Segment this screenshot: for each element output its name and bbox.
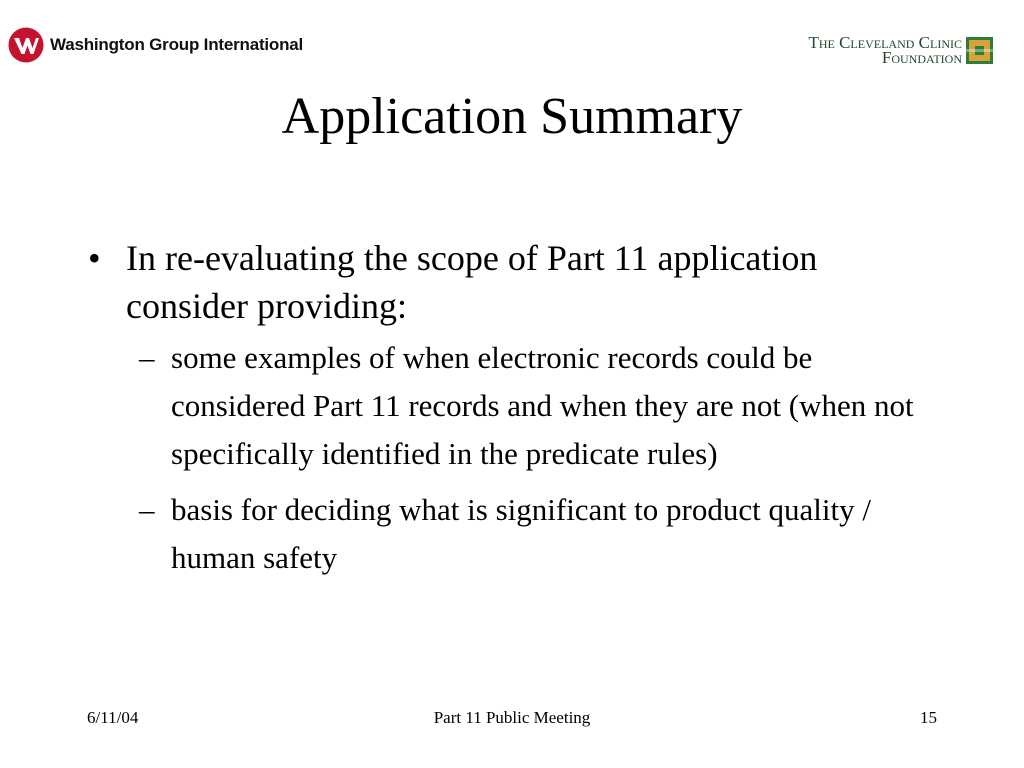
cleveland-clinic-logo-line2: Foundation xyxy=(881,48,962,67)
washington-group-logo xyxy=(8,27,303,63)
bullet-item xyxy=(88,234,938,582)
footer-page-number: 15 xyxy=(920,708,937,727)
bullet-text: In re-evaluating the scope of Part 11 application consider providing: xyxy=(126,238,818,326)
sub-bullet-list xyxy=(126,334,938,582)
sub-bullet-item xyxy=(126,486,938,582)
washington-group-logo-text: Washington Group International xyxy=(50,35,304,54)
sub-bullet-text: basis for deciding what is significant to product quality / human safety xyxy=(171,492,871,575)
footer-date: 6/11/04 xyxy=(87,708,139,727)
footer-title: Part 11 Public Meeting xyxy=(433,708,591,727)
slide-content xyxy=(88,234,938,590)
sub-bullet-item xyxy=(126,334,938,478)
cleveland-clinic-logo-text xyxy=(808,35,962,65)
sub-bullet-marker: – xyxy=(139,492,155,527)
cleveland-clinic-logo xyxy=(808,34,993,66)
washington-group-w-logo-icon xyxy=(8,27,44,63)
cleveland-clinic-square-logo-icon xyxy=(966,37,993,64)
bullet-marker: • xyxy=(88,238,101,278)
sub-bullet-text: some examples of when electronic records could be considered Part 11 records and when they are not (when not specifically identified in the predicate rules) xyxy=(171,340,914,471)
slide-title: Application Summary xyxy=(281,88,743,145)
sub-bullet-marker: – xyxy=(139,340,155,375)
cleveland-clinic-logo-line1: The Cleveland Clinic xyxy=(808,33,962,52)
